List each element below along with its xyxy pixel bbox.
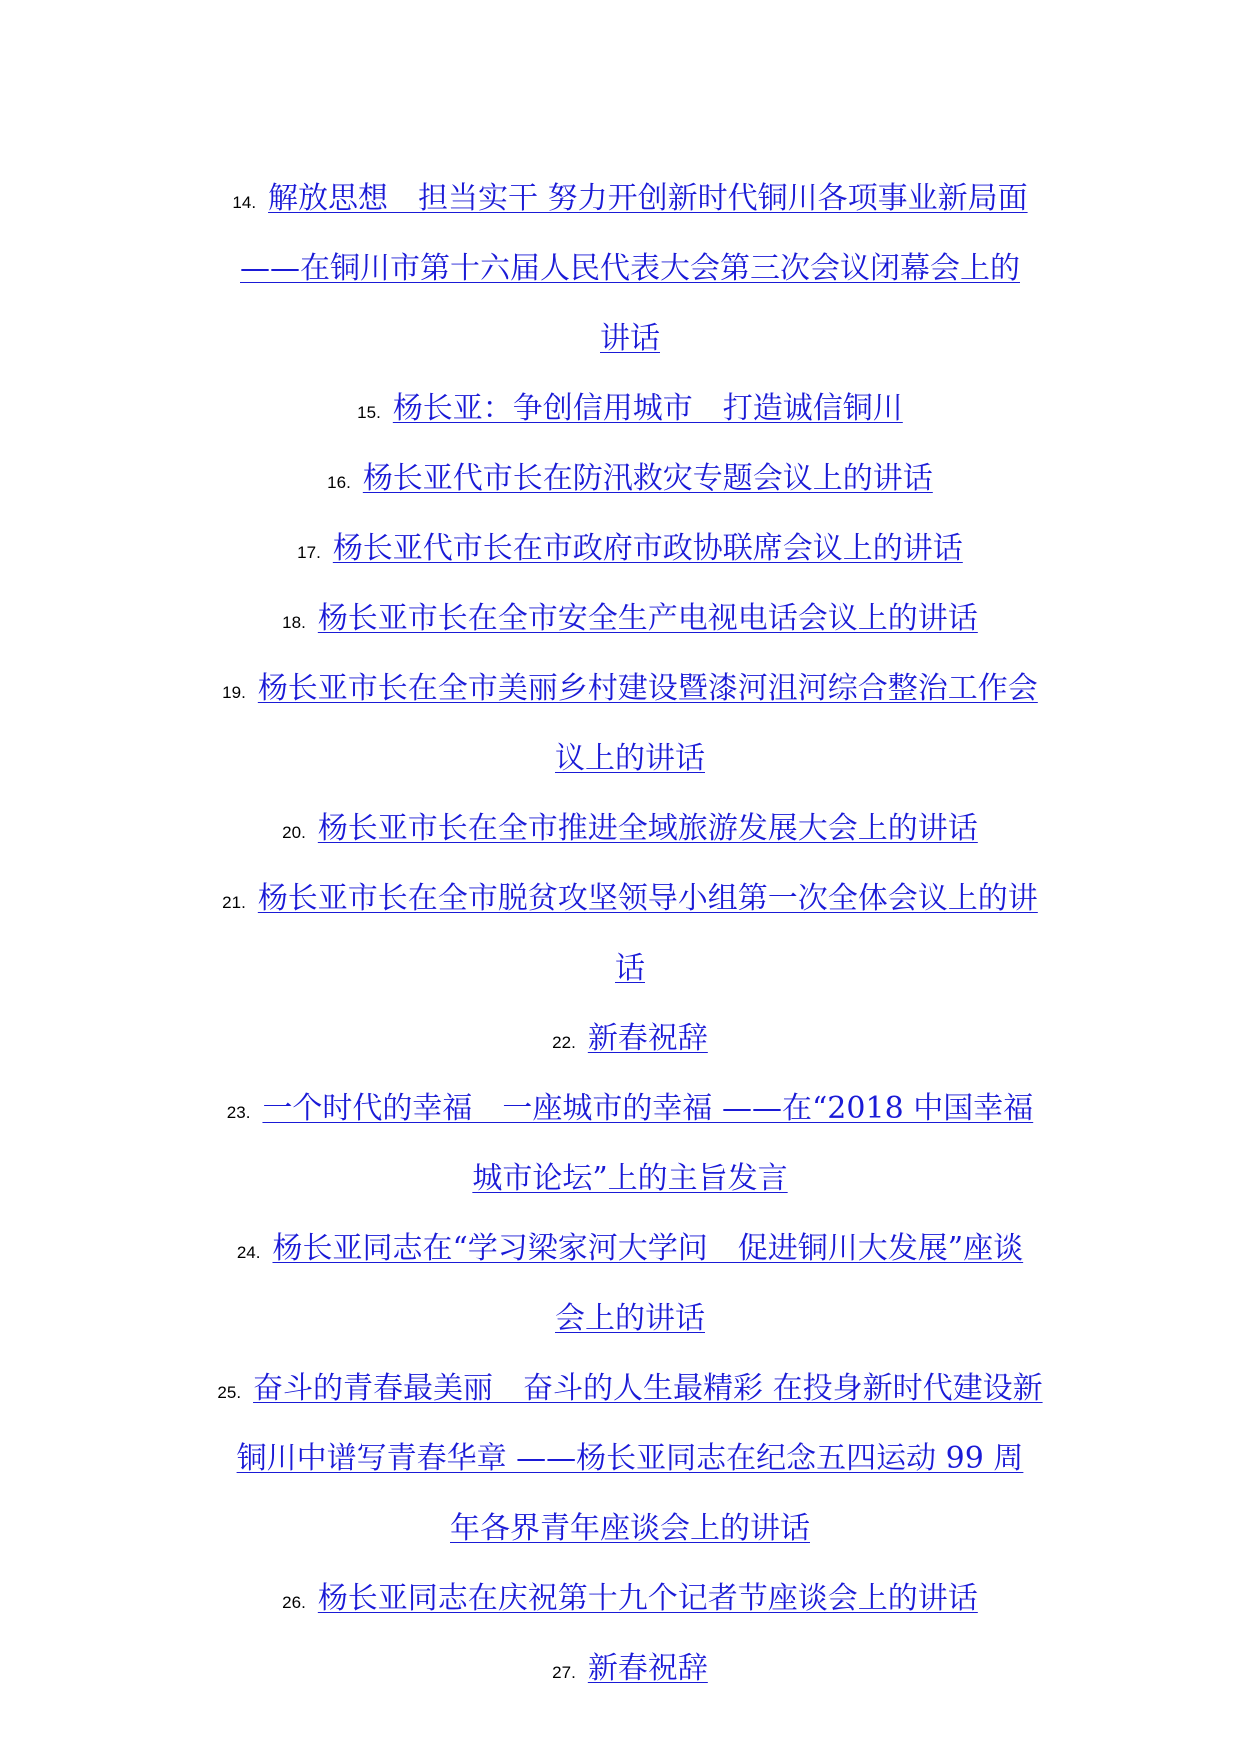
toc-entry-25[interactable]	[170, 1356, 1090, 1426]
entry-title-line[interactable]: 讲话	[600, 321, 660, 356]
entry-title-line[interactable]: 杨长亚市长在全市推进全域旅游发展大会上的讲话	[317, 811, 978, 846]
entry-title-line[interactable]: 城市论坛”上的主旨发言	[472, 1161, 788, 1196]
entry-number: 26.	[282, 1593, 306, 1612]
toc-entry-23-cont[interactable]	[170, 1146, 1090, 1216]
entry-title-line[interactable]: 一个时代的幸福 一座城市的幸福 ——在“2018 中国幸福	[262, 1091, 1034, 1126]
entry-title-line[interactable]: 议上的讲话	[555, 741, 705, 776]
toc-entry-27[interactable]	[170, 1636, 1090, 1706]
entry-number: 15.	[357, 403, 381, 422]
entry-title-line[interactable]: 铜川中谱写青春华章 ——杨长亚同志在纪念五四运动 99 周	[236, 1441, 1024, 1476]
entry-number: 27.	[552, 1663, 576, 1682]
entry-number: 25.	[217, 1383, 242, 1402]
toc-entry-19[interactable]	[170, 656, 1090, 726]
entry-title-line[interactable]: 杨长亚代市长在市政府市政协联席会议上的讲话	[332, 531, 963, 566]
table-of-contents	[170, 166, 1090, 1706]
entry-title-line[interactable]: 新春祝辞	[587, 1651, 708, 1686]
entry-title-line[interactable]: 会上的讲话	[555, 1301, 705, 1336]
toc-entry-14-cont[interactable]	[170, 306, 1090, 376]
entry-number: 21.	[222, 893, 246, 912]
entry-number: 23.	[226, 1103, 251, 1122]
entry-number: 20.	[282, 823, 306, 842]
entry-title-line[interactable]: 杨长亚：争创信用城市 打造诚信铜川	[392, 391, 903, 426]
toc-entry-21[interactable]	[170, 866, 1090, 936]
entry-title-line[interactable]: 杨长亚市长在全市美丽乡村建设暨漆河沮河综合整治工作会	[257, 671, 1038, 706]
toc-entry-25-cont[interactable]	[170, 1496, 1090, 1566]
toc-entry-18[interactable]	[170, 586, 1090, 656]
entry-title-line[interactable]: 解放思想 担当实干 努力开创新时代铜川各项事业新局面	[268, 181, 1028, 216]
entry-title-line[interactable]: 年各界青年座谈会上的讲话	[450, 1511, 810, 1546]
entry-number: 18.	[282, 613, 306, 632]
entry-number: 16.	[327, 473, 351, 492]
toc-entry-20[interactable]	[170, 796, 1090, 866]
entry-title-line[interactable]: 杨长亚同志在“学习梁家河大学问 促进铜川大发展”座谈	[272, 1231, 1024, 1266]
entry-number: 19.	[222, 683, 246, 702]
toc-entry-22[interactable]	[170, 1006, 1090, 1076]
entry-title-line[interactable]: 新春祝辞	[587, 1021, 708, 1056]
entry-title-line[interactable]: 杨长亚市长在全市安全生产电视电话会议上的讲话	[317, 601, 978, 636]
entry-title-line[interactable]: 杨长亚市长在全市脱贫攻坚领导小组第一次全体会议上的讲	[257, 881, 1038, 916]
toc-entry-17[interactable]	[170, 516, 1090, 586]
toc-entry-21-cont[interactable]	[170, 936, 1090, 1006]
toc-entry-19-cont[interactable]	[170, 726, 1090, 796]
toc-entry-24[interactable]	[170, 1216, 1090, 1286]
toc-entry-25-cont[interactable]	[170, 1426, 1090, 1496]
toc-entry-24-cont[interactable]	[170, 1286, 1090, 1356]
entry-title-line[interactable]: ——在铜川市第十六届人民代表大会第三次会议闭幕会上的	[240, 251, 1020, 286]
entry-title-line[interactable]: 杨长亚代市长在防汛救灾专题会议上的讲话	[362, 461, 933, 496]
toc-entry-14-cont[interactable]	[170, 236, 1090, 306]
toc-entry-16[interactable]	[170, 446, 1090, 516]
entry-number: 14.	[232, 193, 257, 212]
entry-title-line[interactable]: 杨长亚同志在庆祝第十九个记者节座谈会上的讲话	[317, 1581, 978, 1616]
entry-number: 22.	[552, 1033, 576, 1052]
toc-entry-15[interactable]	[170, 376, 1090, 446]
entry-title-line[interactable]: 话	[615, 951, 645, 986]
entry-number: 17.	[297, 543, 321, 562]
entry-title-line[interactable]: 奋斗的青春最美丽 奋斗的人生最精彩 在投身新时代建设新	[253, 1371, 1043, 1406]
toc-entry-14[interactable]	[170, 166, 1090, 236]
toc-entry-23[interactable]	[170, 1076, 1090, 1146]
entry-number: 24.	[236, 1243, 261, 1262]
toc-entry-26[interactable]	[170, 1566, 1090, 1636]
